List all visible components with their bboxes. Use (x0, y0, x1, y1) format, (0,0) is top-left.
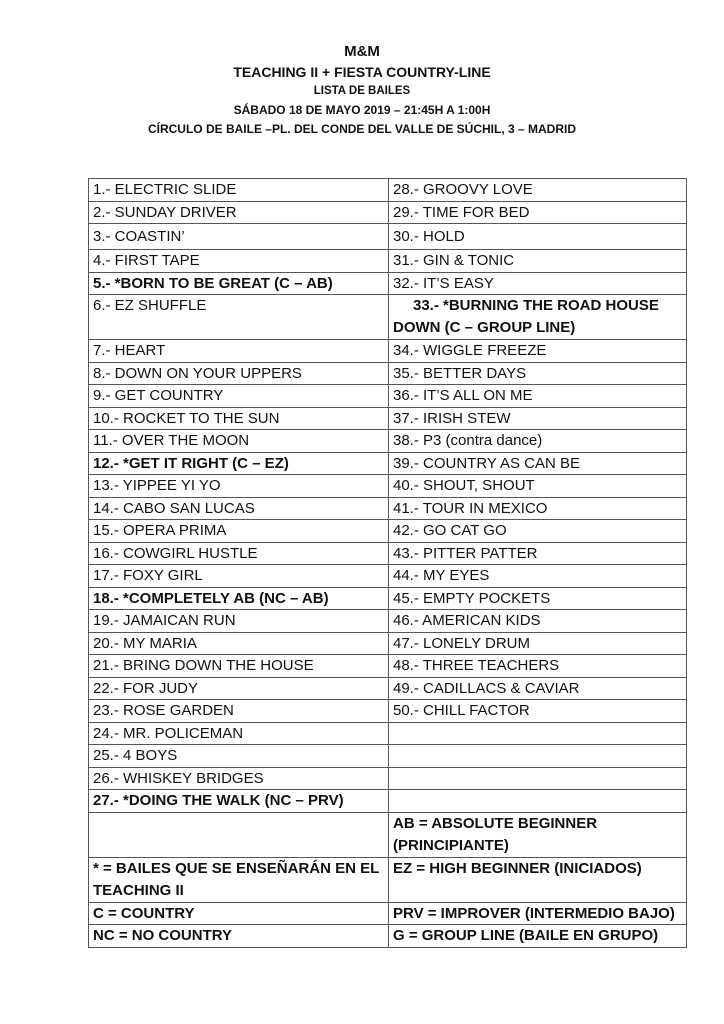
dance-item: 23.- ROSE GARDEN (89, 700, 389, 723)
dance-item: 35.- BETTER DAYS (389, 362, 687, 385)
dance-item: 33.- *BURNING THE ROAD HOUSE DOWN (C – GROUP LINE) (389, 295, 687, 340)
list-subtitle: LISTA DE BAILES (313, 85, 411, 97)
dance-item: 25.- 4 BOYS (89, 745, 389, 768)
dance-item: 48.- THREE TEACHERS (389, 655, 687, 678)
dance-item: 37.- IRISH STEW (389, 407, 687, 430)
dance-item: 32.- IT’S EASY (389, 272, 687, 295)
dance-item: 46.- AMERICAN KIDS (389, 610, 687, 633)
dance-item: 3.- COASTIN’ (89, 224, 389, 250)
table-row (89, 201, 687, 224)
dance-item: 28.- GROOVY LOVE (389, 179, 687, 202)
dance-item: 42.- GO CAT GO (389, 520, 687, 543)
dance-item: 11.- OVER THE MOON (89, 430, 389, 453)
dance-list-table (88, 178, 687, 948)
table-row (89, 295, 687, 340)
dance-item: 2.- SUNDAY DRIVER (89, 201, 389, 224)
dance-item: 6.- EZ SHUFFLE (89, 295, 389, 340)
table-row (89, 179, 687, 202)
legend-prv: PRV = IMPROVER (INTERMEDIO BAJO) (389, 902, 687, 925)
table-row (89, 340, 687, 363)
event-title: TEACHING II + FIESTA COUNTRY-LINE (233, 64, 491, 80)
empty-cell (389, 790, 687, 813)
table-row (89, 497, 687, 520)
dance-item: 8.- DOWN ON YOUR UPPERS (89, 362, 389, 385)
dance-item: 20.- MY MARIA (89, 632, 389, 655)
dance-item: 10.- ROCKET TO THE SUN (89, 407, 389, 430)
table-row (89, 565, 687, 588)
legend-ez: EZ = HIGH BEGINNER (INICIADOS) (389, 857, 687, 902)
dance-item: 30.- HOLD (389, 224, 687, 250)
dance-item: 47.- LONELY DRUM (389, 632, 687, 655)
legend-row (89, 902, 687, 925)
empty-cell (89, 812, 389, 857)
table-row (89, 587, 687, 610)
dance-item: 27.- *DOING THE WALK (NC – PRV) (89, 790, 389, 813)
dance-item: 43.- PITTER PATTER (389, 542, 687, 565)
dance-item: 14.- CABO SAN LUCAS (89, 497, 389, 520)
dance-item: 22.- FOR JUDY (89, 677, 389, 700)
dance-item: 12.- *GET IT RIGHT (C – EZ) (89, 452, 389, 475)
table-row (89, 520, 687, 543)
table-row (89, 700, 687, 723)
event-venue: CÍRCULO DE BAILE –PL. DEL CONDE DEL VALLE DE SÚCHIL, 3 – MADRID (147, 122, 577, 136)
table-row (89, 452, 687, 475)
event-date: SÁBADO 18 DE MAYO 2019 – 21:45H A 1:00H (233, 103, 491, 117)
table-row (89, 542, 687, 565)
dance-item: 4.- FIRST TAPE (89, 250, 389, 273)
legend-g: G = GROUP LINE (BAILE EN GRUPO) (389, 925, 687, 948)
dance-item: 13.- YIPPEE YI YO (89, 475, 389, 498)
dance-item: 41.- TOUR IN MEXICO (389, 497, 687, 520)
legend-row (89, 857, 687, 902)
dance-item: 34.- WIGGLE FREEZE (389, 340, 687, 363)
dance-item: 44.- MY EYES (389, 565, 687, 588)
dance-item: 36.- IT’S ALL ON ME (389, 385, 687, 408)
document-header (0, 42, 724, 139)
legend-c: C = COUNTRY (89, 902, 389, 925)
org-title: M&M (344, 43, 380, 60)
dance-item: 1.- ELECTRIC SLIDE (89, 179, 389, 202)
table-row (89, 745, 687, 768)
dance-item: 21.- BRING DOWN THE HOUSE (89, 655, 389, 678)
legend-nc: NC = NO COUNTRY (89, 925, 389, 948)
dance-item: 9.- GET COUNTRY (89, 385, 389, 408)
dance-item: 40.- SHOUT, SHOUT (389, 475, 687, 498)
table-row (89, 790, 687, 813)
dance-item: 17.- FOXY GIRL (89, 565, 389, 588)
table-row (89, 632, 687, 655)
table-row (89, 610, 687, 633)
empty-cell (389, 745, 687, 768)
table-row (89, 677, 687, 700)
table-row (89, 767, 687, 790)
dance-item: 49.- CADILLACS & CAVIAR (389, 677, 687, 700)
table-row (89, 272, 687, 295)
table-row (89, 430, 687, 453)
table-row (89, 224, 687, 250)
dance-item: 38.- P3 (contra dance) (389, 430, 687, 453)
legend-row (89, 812, 687, 857)
dance-item: 29.- TIME FOR BED (389, 201, 687, 224)
dance-item: 31.- GIN & TONIC (389, 250, 687, 273)
dance-item: 24.- MR. POLICEMAN (89, 722, 389, 745)
table-row (89, 722, 687, 745)
legend-star: * = BAILES QUE SE ENSEÑARÁN EN EL TEACHING II (89, 857, 389, 902)
empty-cell (389, 722, 687, 745)
dance-item: 39.- COUNTRY AS CAN BE (389, 452, 687, 475)
dance-item: 26.- WHISKEY BRIDGES (89, 767, 389, 790)
dance-item: 50.- CHILL FACTOR (389, 700, 687, 723)
table-row (89, 655, 687, 678)
table-row (89, 407, 687, 430)
legend-row (89, 925, 687, 948)
legend-ab: AB = ABSOLUTE BEGINNER (PRINCIPIANTE) (389, 812, 687, 857)
dance-item: 18.- *COMPLETELY AB (NC – AB) (89, 587, 389, 610)
dance-item: 15.- OPERA PRIMA (89, 520, 389, 543)
dance-item: 45.- EMPTY POCKETS (389, 587, 687, 610)
empty-cell (389, 767, 687, 790)
table-row (89, 362, 687, 385)
dance-item: 16.- COWGIRL HUSTLE (89, 542, 389, 565)
table-row (89, 385, 687, 408)
dance-item: 19.- JAMAICAN RUN (89, 610, 389, 633)
table-row (89, 250, 687, 273)
table-row (89, 475, 687, 498)
dance-item: 5.- *BORN TO BE GREAT (C – AB) (89, 272, 389, 295)
dance-item: 7.- HEART (89, 340, 389, 363)
